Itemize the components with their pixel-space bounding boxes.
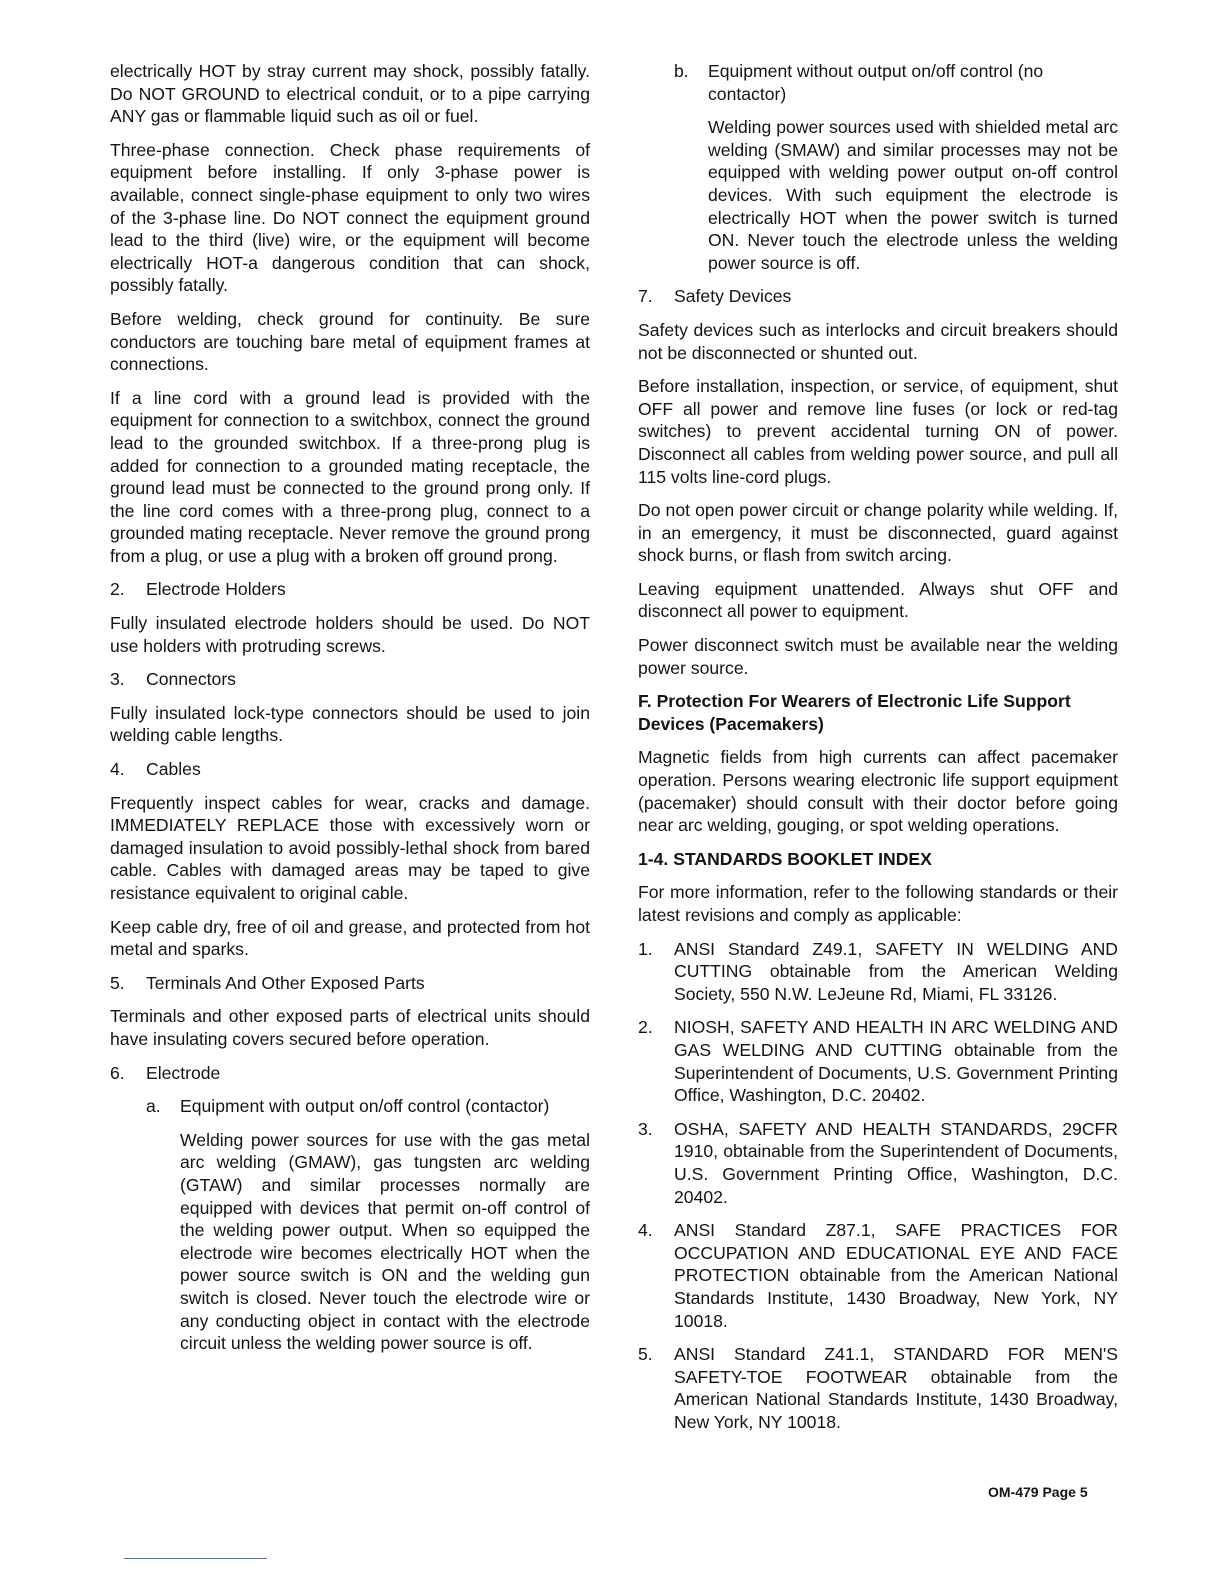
section-heading-pacemakers: F. Protection For Wearers of Electronic Life Support Devices (Pacemakers) (638, 691, 1071, 734)
subsection-letter: b. (674, 61, 689, 81)
section-heading (110, 972, 590, 995)
subsection-title: Equipment without output on/off control (no contactor) (708, 61, 1044, 104)
right-column (638, 60, 1118, 1444)
list-text: ANSI Standard Z41.1, STANDARD FOR MEN'S SAFETY-TOE FOOTWEAR obtainable from the American National Standards Institute, 1430 Broadway, New York, NY 10018. (674, 1344, 1118, 1432)
section-title: Electrode Holders (146, 579, 286, 600)
bottom-rule (124, 1558, 267, 1559)
list-number: 5. (638, 1344, 653, 1365)
standards-list-item (638, 1118, 1118, 1208)
section-number: 7. (638, 286, 653, 307)
paragraph: Welding power sources for use with the gas metal arc welding (GMAW), gas tungsten arc welding (GTAW) and similar processes normally are equipped with devices that permit on-off control of the welding power output. When so equipped the electrode wire becomes electrically HOT when the power source switch is ON and the welding gun switch is closed. Never touch the electrode wire or any conducting object in contact with the electrode circuit unless the welding power source is off. (180, 1129, 590, 1354)
standards-list-item (638, 1219, 1118, 1332)
paragraph: If a line cord with a ground lead is provided with the equipment for connection to a switchbox, connect the ground lead to the grounded switchbox. If a three-prong plug is added for connection to a grounded mating receptacle, the ground lead must be connected to the ground prong only. If the line cord comes with a three-prong plug, connect to a grounded mating receptacle. Never remove the ground prong from a plug, or use a plug with a broken off ground prong. (110, 387, 590, 566)
section-title: Cables (146, 759, 201, 780)
paragraph: electrically HOT by stray current may shock, possibly fatally. Do NOT GROUND to electrical conduit, or to a pipe carrying ANY gas or flammable liquid such as oil or fuel. (110, 61, 590, 127)
paragraph: Welding power sources used with shielded metal arc welding (SMAW) and similar processes may not be equipped with welding power output on-off control devices. With such equipment the electrode is electrically HOT when the power switch is turned ON. Never touch the electrode unless the welding power source is off. (708, 117, 1118, 273)
list-number: 2. (638, 1017, 653, 1038)
list-number: 4. (638, 1220, 653, 1241)
paragraph: Fully insulated electrode holders should be used. Do NOT use holders with protruding screws. (110, 613, 590, 656)
paragraph: Magnetic fields from high currents can affect pacemaker operation. Persons wearing electronic life support equipment (pacemaker) should consult with their doctor before going near arc welding, gouging, or spot welding operations. (638, 747, 1118, 836)
section-title: Safety Devices (674, 286, 792, 307)
paragraph: Safety devices such as interlocks and circuit breakers should not be disconnected or shunted out. (638, 319, 1118, 363)
list-text: NIOSH, SAFETY AND HEALTH IN ARC WELDING AND GAS WELDING AND CUTTING obtainable from the Superintendent of Documents, U.S. Government Printing Office, Washington, D.C. 20402. (674, 1017, 1118, 1106)
list-text: OSHA, SAFETY AND HEALTH STANDARDS, 29CFR 1910, obtainable from the Superintendent of Documents, U.S. Government Printing Office, Washington, D.C. 20402. (674, 1118, 1118, 1207)
list-text: ANSI Standard Z49.1, SAFETY IN WELDING AND CUTTING obtainable from the American Welding Society, 550 N.W. LeJeune Rd, Miami, FL 33126. (674, 938, 1118, 1004)
standards-list-item (638, 938, 1118, 1006)
section-title: Terminals And Other Exposed Parts (146, 972, 425, 993)
paragraph: Power disconnect switch must be available near the welding power source. (638, 635, 1118, 678)
section-heading (110, 578, 590, 601)
list-text: ANSI Standard Z87.1, SAFE PRACTICES FOR OCCUPATION AND EDUCATIONAL EYE AND FACE PROTECTION obtainable from the American National Standards Institute, 1430 Broadway, New York, NY 10018. (674, 1220, 1118, 1331)
subsection-heading (146, 1095, 590, 1118)
section-title: Connectors (146, 669, 236, 690)
left-column (110, 60, 590, 1366)
section-heading (110, 668, 590, 691)
paragraph: Frequently inspect cables for wear, cracks and damage. IMMEDIATELY REPLACE those with excessively worn or damaged insulation to avoid possibly-lethal shock from bared cable. Cables with damaged areas may be taped to give resistance equivalent to original cable. (110, 792, 590, 903)
section-number: 6. (110, 1062, 125, 1083)
section-heading (110, 758, 590, 781)
section-heading (638, 285, 1118, 308)
page-footer: OM-479 Page 5 (988, 1484, 1088, 1500)
paragraph: Leaving equipment unattended. Always shut OFF and disconnect all power to equipment. (638, 578, 1118, 622)
subsection-letter: a. (146, 1096, 161, 1117)
subsection-title: Equipment with output on/off control (contactor) (180, 1096, 550, 1117)
standards-list-item (638, 1016, 1118, 1106)
section-heading (110, 1062, 590, 1085)
list-number: 3. (638, 1118, 653, 1139)
subsection-heading (674, 60, 1118, 105)
paragraph: Three-phase connection. Check phase requirements of equipment before installing. If only 3-phase power is available, connect single-phase equipment to only two wires of the 3-phase line. Do NOT connect the equipment ground lead to the third (live) wire, or the equipment will become electrically HOT-a dangerous condition that can shock, possibly fatally. (110, 139, 590, 296)
paragraph: Keep cable dry, free of oil and grease, and protected from hot metal and sparks. (110, 916, 590, 960)
section-number: 4. (110, 759, 125, 780)
paragraph: Fully insulated lock-type connectors should be used to join welding cable lengths. (110, 702, 590, 746)
paragraph: Do not open power circuit or change polarity while welding. If, in an emergency, it must be disconnected, guard against shock burns, or flash from switch arcing. (638, 500, 1118, 566)
paragraph: For more information, refer to the following standards or their latest revisions and comply as applicable: (638, 882, 1118, 925)
section-heading-standards: 1-4. STANDARDS BOOKLET INDEX (638, 848, 932, 869)
section-number: 2. (110, 579, 125, 600)
section-number: 3. (110, 669, 125, 690)
paragraph: Before installation, inspection, or service, of equipment, shut OFF all power and remove line fuses (or lock or red-tag switches) to prevent accidental turning ON of power. Disconnect all cables from welding power source, and pull all 115 volts line-cord plugs. (638, 376, 1118, 487)
standards-list-item (638, 1343, 1118, 1433)
section-title: Electrode (146, 1062, 221, 1083)
list-number: 1. (638, 938, 653, 959)
section-number: 5. (110, 972, 125, 993)
paragraph: Before welding, check ground for continuity. Be sure conductors are touching bare metal of equipment frames at connections. (110, 308, 590, 375)
paragraph: Terminals and other exposed parts of electrical units should have insulating covers secured before operation. (110, 1006, 590, 1049)
